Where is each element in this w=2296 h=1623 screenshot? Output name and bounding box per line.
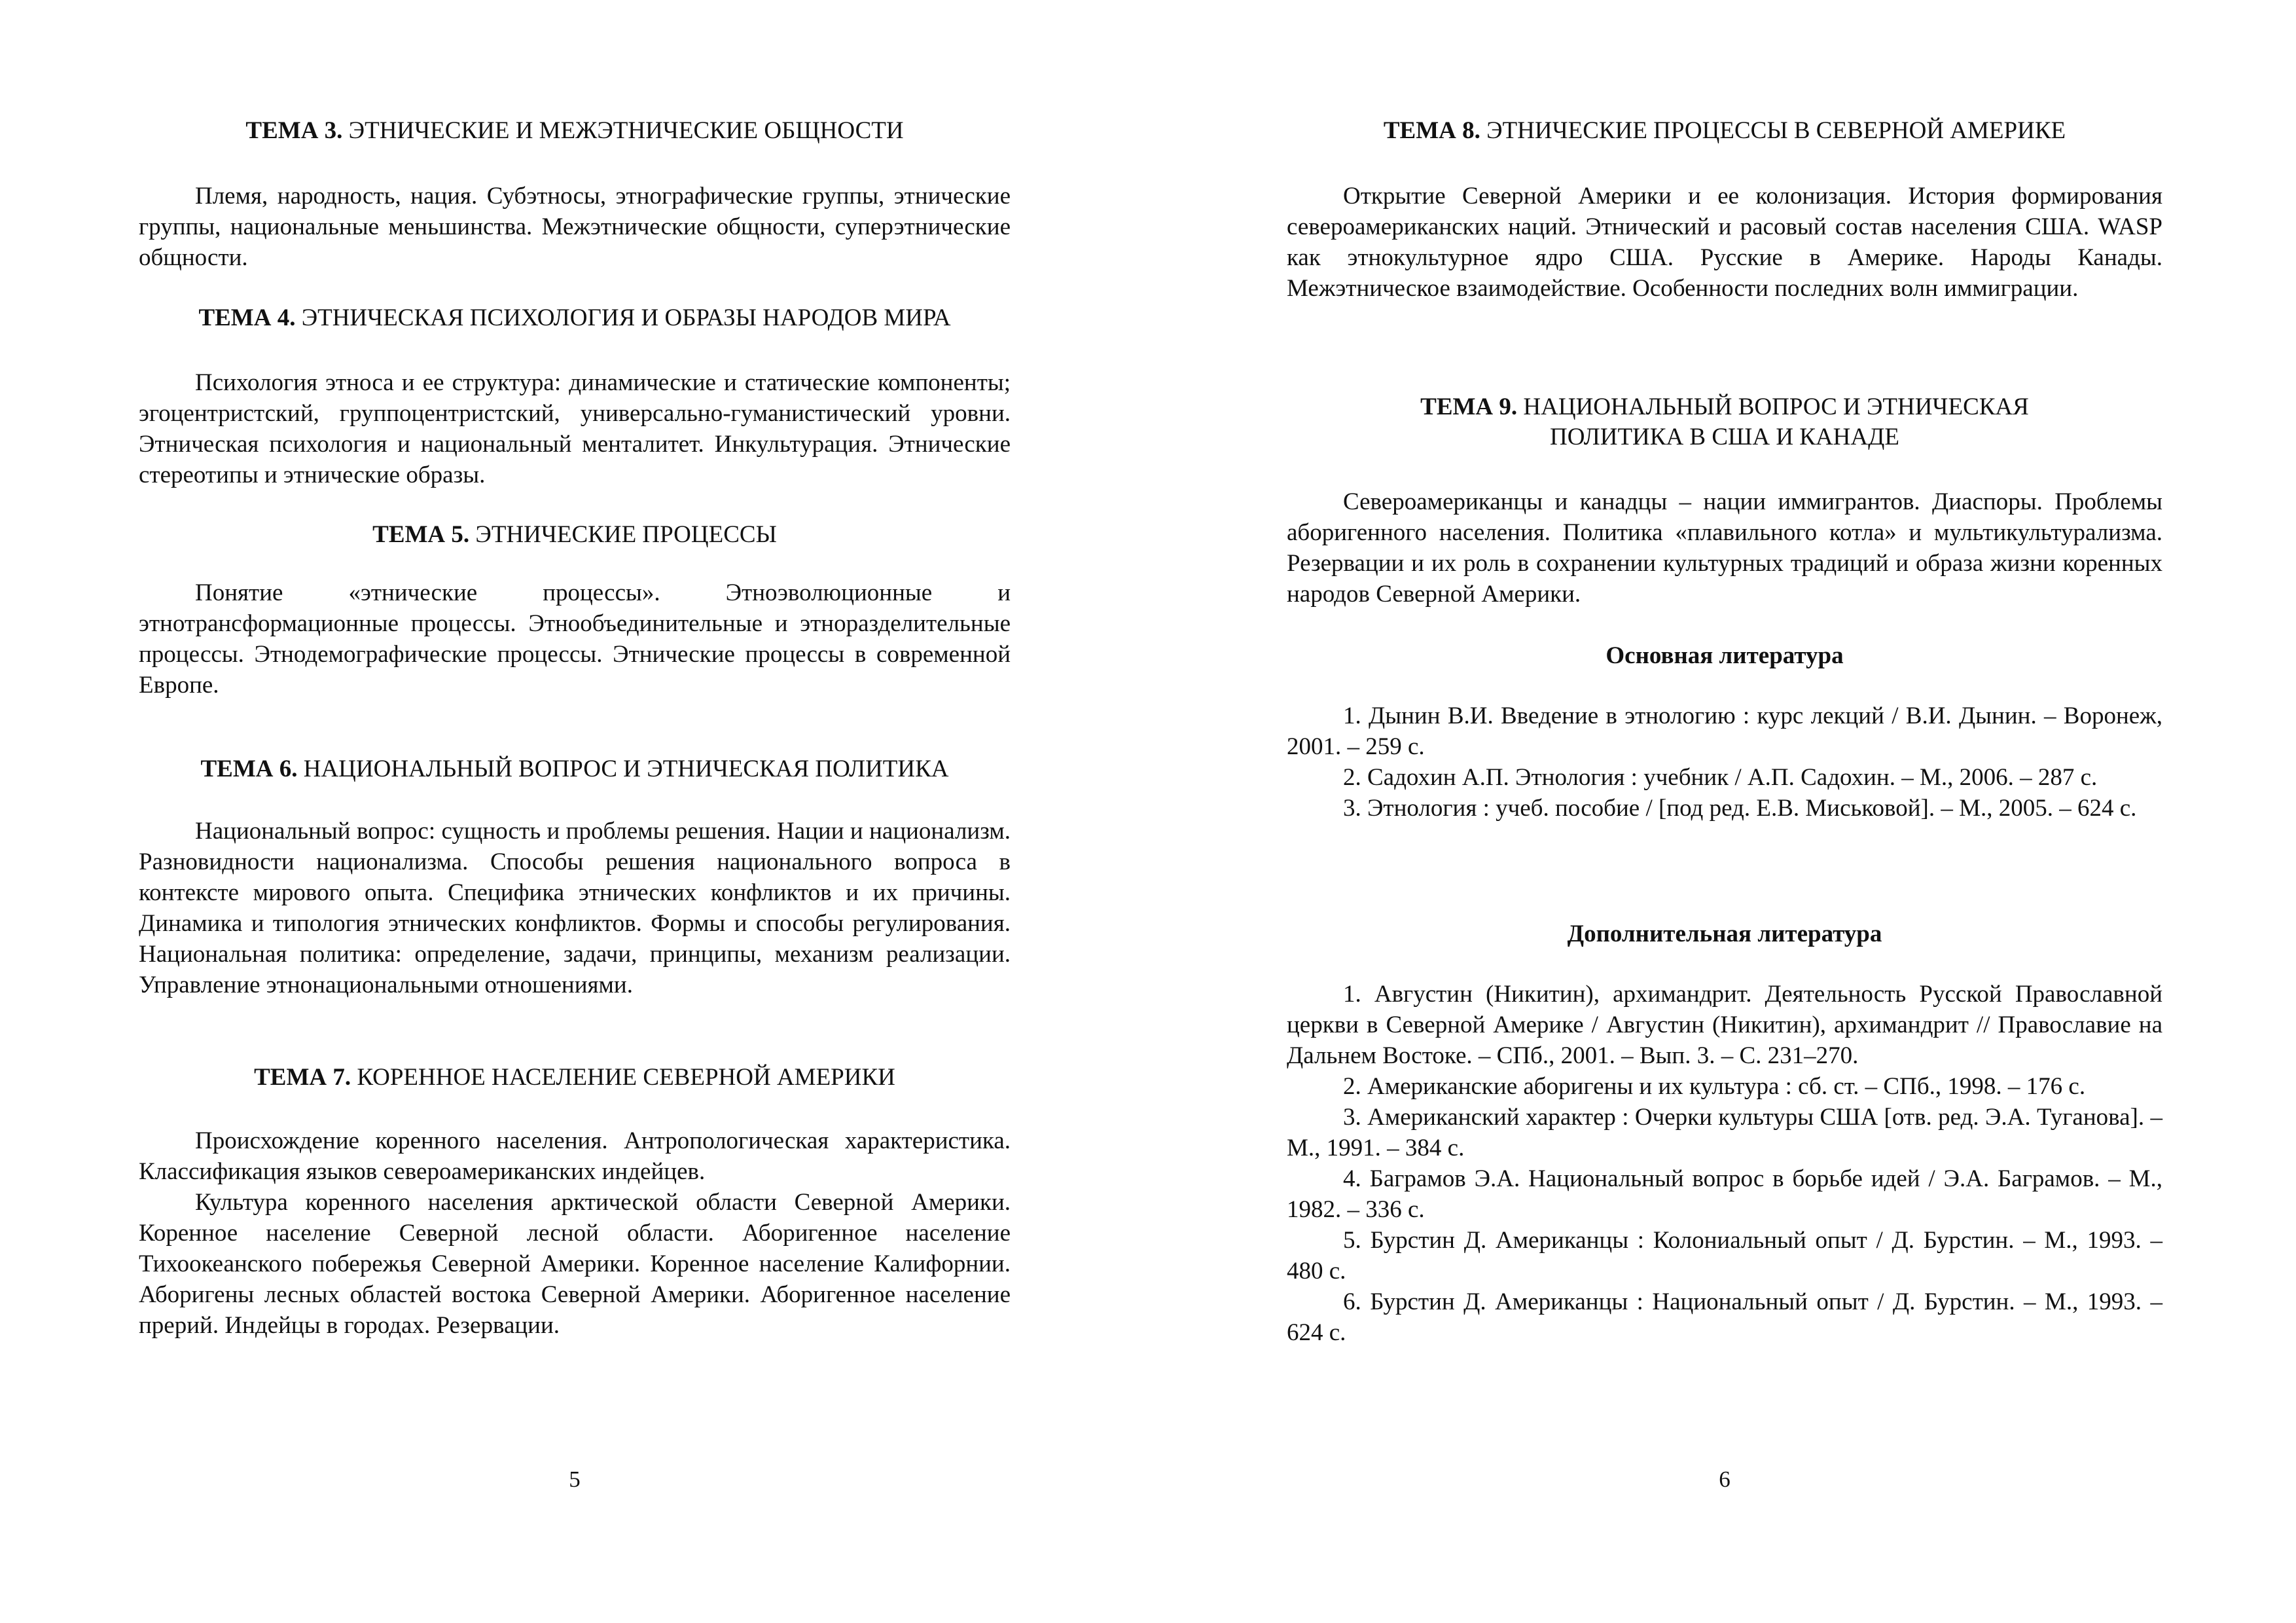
add-lit-item: 1. Августин (Никитин), архимандрит. Деятельность Русской Православной церкви в Северной Америке / Августин (Никитин), архимандрит // Православие на Дальнем Востоке. – СПб., 2001. – Вып. 3. – С. 231–270. [1287, 981, 2162, 1069]
main-lit-item: 1. Дынин В.И. Введение в этнологию : курс лекций / В.И. Дынин. – Воронеж, 2001. – 259 с. [1287, 702, 2162, 760]
topic-5-heading: ТЕМА 5. ЭТНИЧЕСКИЕ ПРОЦЕССЫ [372, 521, 777, 548]
topic-7-heading: ТЕМА 7. КОРЕННОЕ НАСЕЛЕНИЕ СЕВЕРНОЙ АМЕРИКИ [254, 1064, 895, 1091]
page-number-left: 5 [569, 1467, 581, 1492]
add-lit-item: 6. Бурстин Д. Американцы : Национальный опыт / Д. Бурстин. – М., 1993. – 624 с. [1287, 1288, 2162, 1346]
add-lit-item: 3. Американский характер : Очерки культуры США [отв. ред. Э.А. Туганова]. – М., 1991. – 384 с. [1287, 1104, 2162, 1161]
add-lit-item: 5. Бурстин Д. Американцы : Колониальный опыт / Д. Бурстин. – М., 1993. – 480 с. [1287, 1227, 2162, 1285]
topic-9-text: Североамериканцы и канадцы – нации иммигрантов. Диаспоры. Проблемы аборигенного населения. Политика «плавильного котла» и мультикультурализма. Резервации и их роль в сохранении культурных традиций и образа жизни коренных народов Северной Америки. [1287, 488, 2162, 608]
right-page [1287, 0, 2162, 1623]
page-number-right: 6 [1719, 1467, 1731, 1492]
topic-4-heading: ТЕМА 4. ЭТНИЧЕСКАЯ ПСИХОЛОГИЯ И ОБРАЗЫ НАРОДОВ МИРА [198, 304, 951, 331]
topic-6-heading: ТЕМА 6. НАЦИОНАЛЬНЫЙ ВОПРОС И ЭТНИЧЕСКАЯ ПОЛИТИКА [200, 756, 949, 782]
main-literature-heading: Основная литература [1605, 642, 1844, 669]
topic-3-heading: ТЕМА 3. ЭТНИЧЕСКИЕ И МЕЖЭТНИЧЕСКИЕ ОБЩНОСТИ [245, 117, 904, 144]
add-lit-item: 2. Американские аборигены и их культура : сб. ст. – СПб., 1998. – 176 с. [1343, 1073, 2086, 1100]
main-literature-list [1287, 701, 2162, 824]
main-lit-item: 2. Садохин А.П. Этнология : учебник / А.П. Садохин. – М., 2006. – 287 с. [1343, 764, 2098, 791]
topic-9-heading: ТЕМА 9. НАЦИОНАЛЬНЫЙ ВОПРОС И ЭТНИЧЕСКАЯ ПОЛИТИКА В США И КАНАДЕ [1420, 393, 2029, 451]
topic-4-text: Психология этноса и ее структура: динамические и статические компоненты; эгоцентристский, группоцентристский, универсально-гуманистический уровни. Этническая психология и национальный менталитет. Инкультурация. Этнические стереотипы и этнические образы. [139, 369, 1011, 488]
topic-7-text-2: Культура коренного населения арктической области Северной Америки. Коренное население Северной лесной области. Аборигенное население Тихоокеанского побережья Северной Америки. Коренное население Калифорнии. Аборигены лесных областей востока Северной Америки. Аборигенное население прерий. Индейцы в городах. Резервации. [139, 1189, 1011, 1339]
left-page [139, 0, 1011, 1623]
topic-7-text: Происхождение коренного населения. Антропологическая характеристика. Классификация языков североамериканских индейцев. [139, 1127, 1011, 1185]
additional-literature-list [1287, 979, 2162, 1348]
main-lit-item: 3. Этнология : учеб. пособие / [под ред. Е.В. Миськовой]. – М., 2005. – 624 с. [1343, 795, 2137, 822]
additional-literature-heading: Дополнительная литература [1567, 921, 1882, 947]
topic-6-text: Национальный вопрос: сущность и проблемы решения. Нации и национализм. Разновидности национализма. Способы решения национального вопроса в контексте мирового опыта. Специфика этнических конфликтов и их причины. Динамика и типология этнических конфликтов. Формы и способы регулирования. Национальная политика: определение, задачи, принципы, механизм реализации. Управление этнонациональными отношениями. [139, 818, 1011, 998]
topic-8-text: Открытие Северной Америки и ее колонизация. История формирования североамериканских наций. Этнический и расовый состав населения США. WASP как этнокультурное ядро США. Русские в Америке. Народы Канады. Межэтническое взаимодействие. Особенности последних волн иммиграции. [1287, 183, 2162, 302]
add-lit-item: 4. Баграмов Э.А. Национальный вопрос в борьбе идей / Э.А. Баграмов. – М., 1982. – 336 с. [1287, 1165, 2162, 1223]
topic-5-text: Понятие «этнические процессы». Этноэволюционные и этнотрансформационные процессы. Этнообъединительные и этноразделительные процессы. Этнодемографические процессы. Этнические процессы в современной Европе. [139, 579, 1011, 699]
topic-8-heading: ТЕМА 8. ЭТНИЧЕСКИЕ ПРОЦЕССЫ В СЕВЕРНОЙ АМЕРИКЕ [1383, 117, 2066, 144]
topic-3-text: Племя, народность, нация. Субэтносы, этнографические группы, этнические группы, национальные меньшинства. Межэтнические общности, суперэтнические общности. [139, 183, 1011, 271]
